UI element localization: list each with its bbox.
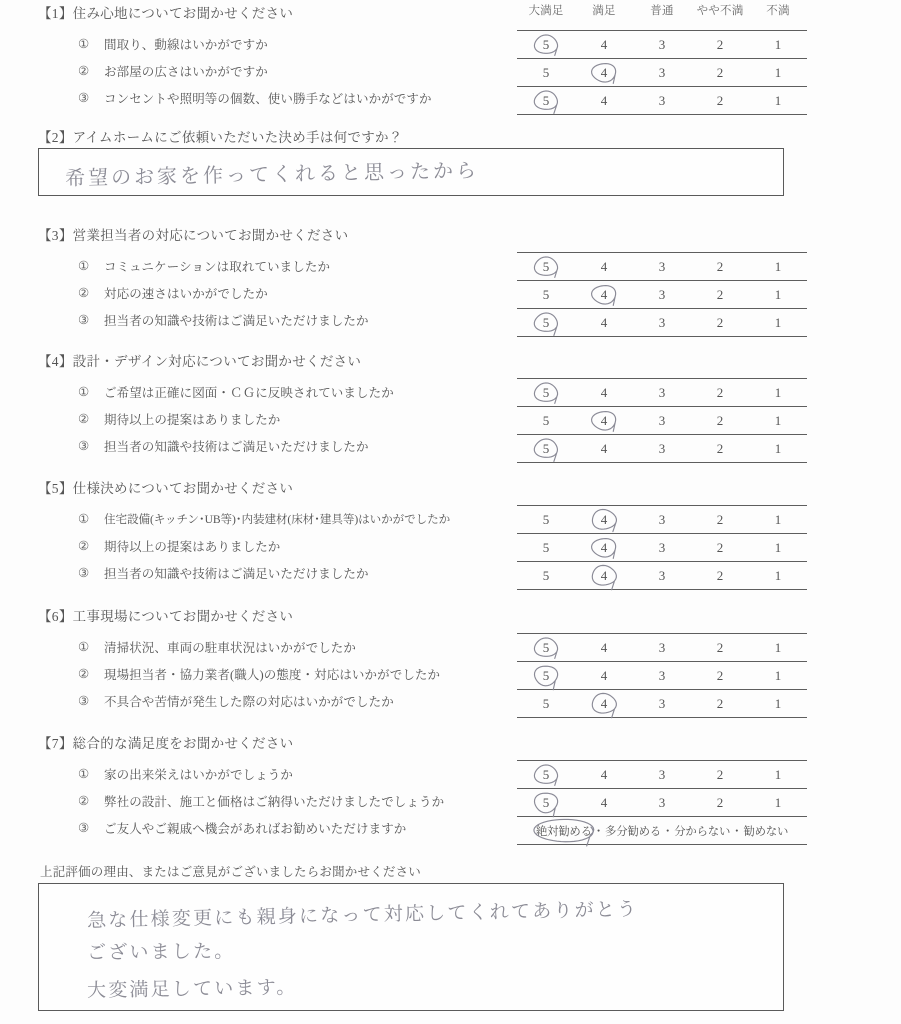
rating-row[interactable]: [517, 690, 807, 718]
question-text: 弊社の設計、施工と価格はご納得いただけましたでしょうか: [104, 794, 445, 809]
rating-option-2[interactable]: [691, 795, 749, 811]
rating-option-3[interactable]: [633, 640, 691, 656]
question-number: ②: [78, 411, 90, 426]
rating-value: 3: [658, 314, 666, 330]
section-1-questions: [78, 30, 518, 111]
rating-value: 4: [600, 440, 608, 456]
question-row: [78, 57, 518, 84]
rating-value: 4: [600, 766, 608, 782]
rating-option-1[interactable]: [749, 259, 807, 275]
scale-label-3: 普通: [650, 5, 674, 17]
rating-value: 1: [774, 286, 782, 302]
question-text: 不具合や苦情が発生した際の対応はいかがでしたか: [104, 694, 394, 709]
rating-option-4[interactable]: [575, 540, 633, 556]
rating-value: 3: [658, 539, 666, 555]
rating-value: 4: [600, 314, 608, 330]
rating-option-1[interactable]: [749, 37, 807, 53]
rating-value: 5: [542, 667, 550, 683]
rating-option-3[interactable]: [633, 65, 691, 81]
question-number: ③: [78, 820, 90, 835]
rating-option-3[interactable]: [633, 795, 691, 811]
rating-option-2[interactable]: [691, 441, 749, 457]
rating-row[interactable]: [517, 309, 807, 337]
rating-row[interactable]: [517, 435, 807, 463]
rating-option-3[interactable]: [633, 385, 691, 401]
question-row: [78, 30, 518, 57]
rating-value: 2: [716, 286, 724, 302]
rating-value: 1: [774, 794, 782, 810]
rating-value: 1: [774, 766, 782, 782]
rating-value: 1: [774, 36, 782, 52]
rating-option-5[interactable]: [517, 37, 575, 53]
section-6-ratings[interactable]: [517, 633, 807, 718]
free-comment-box[interactable]: [38, 883, 784, 1011]
question-number: ②: [78, 285, 90, 300]
rating-row[interactable]: [517, 407, 807, 435]
rating-option-5[interactable]: [517, 441, 575, 457]
rating-option-2[interactable]: [691, 315, 749, 331]
question-row: [78, 633, 518, 660]
rating-value: 3: [658, 412, 666, 428]
rating-option-1[interactable]: [749, 795, 807, 811]
rating-value: 2: [716, 36, 724, 52]
rating-value: 1: [774, 567, 782, 583]
rating-option-5[interactable]: [517, 540, 575, 556]
rating-value: 4: [600, 639, 608, 655]
question-text: 期待以上の提案はありましたか: [104, 412, 281, 427]
rating-option-5[interactable]: [517, 767, 575, 783]
rating-value: 5: [542, 695, 550, 711]
rating-value: 3: [658, 695, 666, 711]
question-text: 担当者の知識や技術はご満足いただけましたか: [104, 566, 369, 581]
rating-option-2[interactable]: [691, 568, 749, 584]
section-7-ratings[interactable]: [517, 760, 807, 845]
rating-value: 5: [542, 258, 550, 274]
rating-option-5[interactable]: [517, 512, 575, 528]
choice-separator: ・: [592, 825, 605, 838]
rating-value: 5: [542, 766, 550, 782]
choice-separator: ・: [731, 825, 743, 838]
rating-option-1[interactable]: [749, 640, 807, 656]
question-number: ①: [78, 639, 90, 654]
rating-value: 3: [658, 511, 666, 527]
rating-value: 5: [542, 511, 550, 527]
question-row: [78, 814, 518, 841]
rating-row[interactable]: [517, 281, 807, 309]
rating-value: 5: [542, 539, 550, 555]
rating-option-2[interactable]: [691, 93, 749, 109]
rating-option-1[interactable]: [749, 568, 807, 584]
rating-option-1[interactable]: [749, 287, 807, 303]
question-number: ①: [78, 384, 90, 399]
rating-value: 5: [542, 314, 550, 330]
rating-value: 3: [658, 440, 666, 456]
rating-value: 2: [716, 511, 724, 527]
rating-option-5[interactable]: [517, 287, 575, 303]
question-row: [78, 279, 518, 306]
section-6-title: 【6】工事現場についてお聞かせください: [38, 609, 294, 624]
recommendation-choice-row[interactable]: [517, 817, 807, 845]
rating-value: 2: [716, 766, 724, 782]
rating-option-5[interactable]: [517, 315, 575, 331]
rating-value: 4: [600, 36, 608, 52]
choice-option[interactable]: 多分勧める: [605, 825, 661, 838]
section-7-title: 【7】総合的な満足度をお聞かせください: [38, 736, 294, 751]
question-row: [78, 660, 518, 687]
rating-option-5[interactable]: [517, 668, 575, 684]
rating-value: 4: [600, 695, 608, 711]
section-2-title: 【2】アイムホームにご依頼いただいた決め手は何ですか？: [38, 130, 403, 145]
question-number: ②: [78, 666, 90, 681]
question-number: ①: [78, 258, 90, 273]
rating-value: 2: [716, 567, 724, 583]
rating-option-1[interactable]: [749, 540, 807, 556]
choice-option[interactable]: 絶対勧める: [536, 823, 592, 839]
rating-value: 4: [600, 539, 608, 555]
choice-option[interactable]: 分からない: [674, 825, 731, 838]
rating-option-3[interactable]: [633, 287, 691, 303]
rating-option-4[interactable]: [575, 93, 633, 109]
scale-label-1: 不満: [766, 5, 790, 17]
question-text: 間取り、動線はいかがですか: [104, 37, 268, 52]
rating-option-5[interactable]: [517, 385, 575, 401]
rating-option-4[interactable]: [575, 441, 633, 457]
rating-option-1[interactable]: [749, 441, 807, 457]
question-row: [78, 787, 518, 814]
rating-option-3[interactable]: [633, 413, 691, 429]
rating-value: 1: [774, 440, 782, 456]
scale-label-2: やや不満: [696, 5, 744, 17]
section-5-ratings[interactable]: [517, 505, 807, 590]
rating-option-2[interactable]: [691, 385, 749, 401]
rating-option-4[interactable]: [575, 65, 633, 81]
rating-value: 5: [542, 92, 550, 108]
rating-option-5[interactable]: [517, 413, 575, 429]
question-number: ②: [78, 793, 90, 808]
rating-option-4[interactable]: [575, 37, 633, 53]
scale-label-5: 大満足: [528, 5, 564, 17]
rating-option-4[interactable]: [575, 287, 633, 303]
rating-option-4[interactable]: [575, 696, 633, 712]
rating-value: 2: [716, 539, 724, 555]
rating-option-3[interactable]: [633, 540, 691, 556]
rating-row[interactable]: [517, 662, 807, 690]
rating-row[interactable]: [517, 534, 807, 562]
question-text: 担当者の知識や技術はご満足いただけましたか: [104, 313, 369, 328]
question-text: ご希望は正確に図面・ＣＧに反映されていましたか: [104, 385, 394, 400]
rating-value: 2: [716, 64, 724, 80]
rating-value: 3: [658, 36, 666, 52]
rating-option-5[interactable]: [517, 259, 575, 275]
rating-option-1[interactable]: [749, 413, 807, 429]
rating-option-2[interactable]: [691, 37, 749, 53]
rating-option-5[interactable]: [517, 93, 575, 109]
question-text: コンセントや照明等の個数、使い勝手などはいかがですか: [104, 91, 432, 106]
rating-option-4[interactable]: [575, 259, 633, 275]
rating-row[interactable]: [517, 505, 807, 534]
rating-option-1[interactable]: [749, 767, 807, 783]
rating-value: 4: [600, 567, 608, 583]
question-number: ③: [78, 438, 90, 453]
question-number: ②: [78, 63, 90, 78]
rating-value: 1: [774, 412, 782, 428]
rating-value: 3: [658, 384, 666, 400]
rating-value: 4: [600, 511, 608, 527]
rating-option-2[interactable]: [691, 259, 749, 275]
rating-option-3[interactable]: [633, 696, 691, 712]
rating-value: 2: [716, 412, 724, 428]
section-2-handwritten-answer: 希望のお家を作ってくれると思ったから: [64, 158, 480, 190]
rating-option-1[interactable]: [749, 385, 807, 401]
rating-value: 3: [658, 794, 666, 810]
rating-option-5[interactable]: [517, 640, 575, 656]
section-4-title: 【4】設計・デザイン対応についてお聞かせください: [38, 354, 362, 369]
rating-row[interactable]: [517, 378, 807, 407]
rating-value: 3: [658, 286, 666, 302]
rating-value: 3: [658, 92, 666, 108]
section-3-ratings[interactable]: [517, 252, 807, 337]
question-number: ①: [78, 511, 90, 526]
rating-row[interactable]: [517, 30, 807, 59]
rating-option-4[interactable]: [575, 795, 633, 811]
rating-value: 5: [542, 440, 550, 456]
rating-value: 5: [542, 567, 550, 583]
rating-value: 4: [600, 92, 608, 108]
rating-option-2[interactable]: [691, 287, 749, 303]
rating-value: 4: [600, 667, 608, 683]
rating-option-2[interactable]: [691, 668, 749, 684]
rating-option-1[interactable]: [749, 696, 807, 712]
rating-value: 3: [658, 64, 666, 80]
rating-value: 1: [774, 539, 782, 555]
section-5-questions: [78, 505, 518, 586]
rating-value: 1: [774, 695, 782, 711]
question-text: コミュニケーションは取れていましたか: [104, 259, 331, 274]
rating-row[interactable]: [517, 562, 807, 590]
question-text: ご友人やご親戚へ機会があればお勧めいただけますか: [104, 821, 407, 836]
rating-option-2[interactable]: [691, 640, 749, 656]
choice-option[interactable]: 勧めない: [743, 825, 789, 838]
question-text: 対応の速さはいかがでしたか: [104, 286, 268, 301]
rating-value: 3: [658, 667, 666, 683]
rating-option-4[interactable]: [575, 640, 633, 656]
rating-value: 4: [600, 64, 608, 80]
section-4-questions: [78, 378, 518, 459]
question-row: [78, 432, 518, 459]
rating-option-4[interactable]: [575, 512, 633, 528]
rating-option-4[interactable]: [575, 413, 633, 429]
rating-row[interactable]: [517, 87, 807, 115]
question-text: 清掃状況、車両の駐車状況はいかがでしたか: [104, 640, 357, 655]
rating-option-2[interactable]: [691, 767, 749, 783]
rating-option-3[interactable]: [633, 668, 691, 684]
rating-value: 5: [542, 384, 550, 400]
question-number: ③: [78, 312, 90, 327]
question-row: [78, 505, 518, 532]
rating-value: 1: [774, 92, 782, 108]
rating-option-2[interactable]: [691, 696, 749, 712]
section-1-title: 【1】住み心地についてお聞かせください: [38, 6, 294, 21]
rating-option-4[interactable]: [575, 315, 633, 331]
free-comment-line-1: 急な仕様変更にも親身になって対応してくれてありがとう: [86, 898, 639, 932]
free-comment-line-2: ございました。: [86, 940, 236, 964]
rating-option-5[interactable]: [517, 795, 575, 811]
rating-option-2[interactable]: [691, 540, 749, 556]
rating-option-5[interactable]: [517, 568, 575, 584]
rating-option-4[interactable]: [575, 385, 633, 401]
rating-row[interactable]: [517, 252, 807, 281]
question-number: ③: [78, 693, 90, 708]
scale-label-4: 満足: [592, 5, 616, 17]
rating-value: 2: [716, 440, 724, 456]
selected-choice-circle-mark: [532, 817, 596, 843]
rating-option-3[interactable]: [633, 93, 691, 109]
rating-value: 5: [542, 412, 550, 428]
rating-value: 5: [542, 794, 550, 810]
question-row: [78, 378, 518, 405]
rating-row[interactable]: [517, 789, 807, 817]
rating-row[interactable]: [517, 760, 807, 789]
section-4-ratings[interactable]: [517, 378, 807, 463]
rating-value: 2: [716, 384, 724, 400]
rating-value: 5: [542, 36, 550, 52]
rating-value: 3: [658, 766, 666, 782]
rating-value: 1: [774, 258, 782, 274]
question-row: [78, 760, 518, 787]
question-text: 住宅設備(キッチン･UB等)･内装建材(床材･建具等)はいかがでしたか: [104, 512, 451, 526]
rating-value: 2: [716, 695, 724, 711]
rating-option-5[interactable]: [517, 65, 575, 81]
choice-separator: ・: [662, 825, 674, 838]
question-row: [78, 687, 518, 714]
question-text: 期待以上の提案はありましたか: [104, 539, 281, 554]
section-1-ratings[interactable]: [517, 30, 807, 115]
question-text: 担当者の知識や技術はご満足いただけましたか: [104, 439, 369, 454]
rating-value: 4: [600, 384, 608, 400]
rating-value: 4: [600, 258, 608, 274]
rating-option-3[interactable]: [633, 512, 691, 528]
question-text: お部屋の広さはいかがですか: [104, 64, 268, 79]
question-number: ①: [78, 36, 90, 51]
rating-value: 1: [774, 314, 782, 330]
rating-option-1[interactable]: [749, 512, 807, 528]
question-row: [78, 405, 518, 432]
rating-option-5[interactable]: [517, 696, 575, 712]
rating-option-4[interactable]: [575, 568, 633, 584]
question-number: ③: [78, 565, 90, 580]
rating-value: 1: [774, 64, 782, 80]
rating-value: 5: [542, 64, 550, 80]
section-5-title: 【5】仕様決めについてお聞かせください: [38, 481, 294, 496]
section-6-questions: [78, 633, 518, 714]
rating-option-3[interactable]: [633, 37, 691, 53]
rating-value: 1: [774, 511, 782, 527]
rating-option-1[interactable]: [749, 65, 807, 81]
question-row: [78, 532, 518, 559]
question-row: [78, 306, 518, 333]
rating-value: 1: [774, 384, 782, 400]
rating-value: 2: [716, 639, 724, 655]
rating-row[interactable]: [517, 633, 807, 662]
rating-value: 3: [658, 639, 666, 655]
rating-value: 2: [716, 667, 724, 683]
question-number: ①: [78, 766, 90, 781]
rating-option-4[interactable]: [575, 668, 633, 684]
rating-option-4[interactable]: [575, 767, 633, 783]
rating-value: 4: [600, 412, 608, 428]
question-number: ③: [78, 90, 90, 105]
rating-option-1[interactable]: [749, 93, 807, 109]
rating-option-3[interactable]: [633, 568, 691, 584]
rating-value: 2: [716, 258, 724, 274]
question-text: 現場担当者・協力業者(職人)の態度・対応はいかがでしたか: [104, 667, 441, 682]
rating-scale-header: [517, 2, 807, 18]
rating-option-1[interactable]: [749, 668, 807, 684]
free-comment-line-3: 大変満足しています。: [86, 976, 298, 1002]
section-3-questions: [78, 252, 518, 333]
rating-value: 3: [658, 258, 666, 274]
free-comment-label: 上記評価の理由、またはご意見がございましたらお聞かせください: [40, 865, 422, 879]
rating-option-2[interactable]: [691, 413, 749, 429]
rating-value: 5: [542, 286, 550, 302]
rating-option-2[interactable]: [691, 512, 749, 528]
rating-value: 2: [716, 794, 724, 810]
rating-option-3[interactable]: [633, 441, 691, 457]
rating-value: 3: [658, 567, 666, 583]
rating-value: 4: [600, 794, 608, 810]
question-row: [78, 84, 518, 111]
rating-value: 4: [600, 286, 608, 302]
rating-value: 5: [542, 639, 550, 655]
rating-value: 1: [774, 639, 782, 655]
rating-option-2[interactable]: [691, 65, 749, 81]
rating-option-1[interactable]: [749, 315, 807, 331]
section-2-answer-box[interactable]: [38, 148, 784, 196]
question-row: [78, 252, 518, 279]
rating-option-3[interactable]: [633, 767, 691, 783]
rating-option-3[interactable]: [633, 315, 691, 331]
section-3-title: 【3】営業担当者の対応についてお聞かせください: [38, 228, 349, 243]
section-7-questions: [78, 760, 518, 841]
rating-row[interactable]: [517, 59, 807, 87]
rating-value: 1: [774, 667, 782, 683]
question-row: [78, 559, 518, 586]
rating-option-3[interactable]: [633, 259, 691, 275]
question-number: ②: [78, 538, 90, 553]
rating-value: 2: [716, 92, 724, 108]
rating-value: 2: [716, 314, 724, 330]
question-text: 家の出来栄えはいかがでしょうか: [104, 767, 294, 782]
